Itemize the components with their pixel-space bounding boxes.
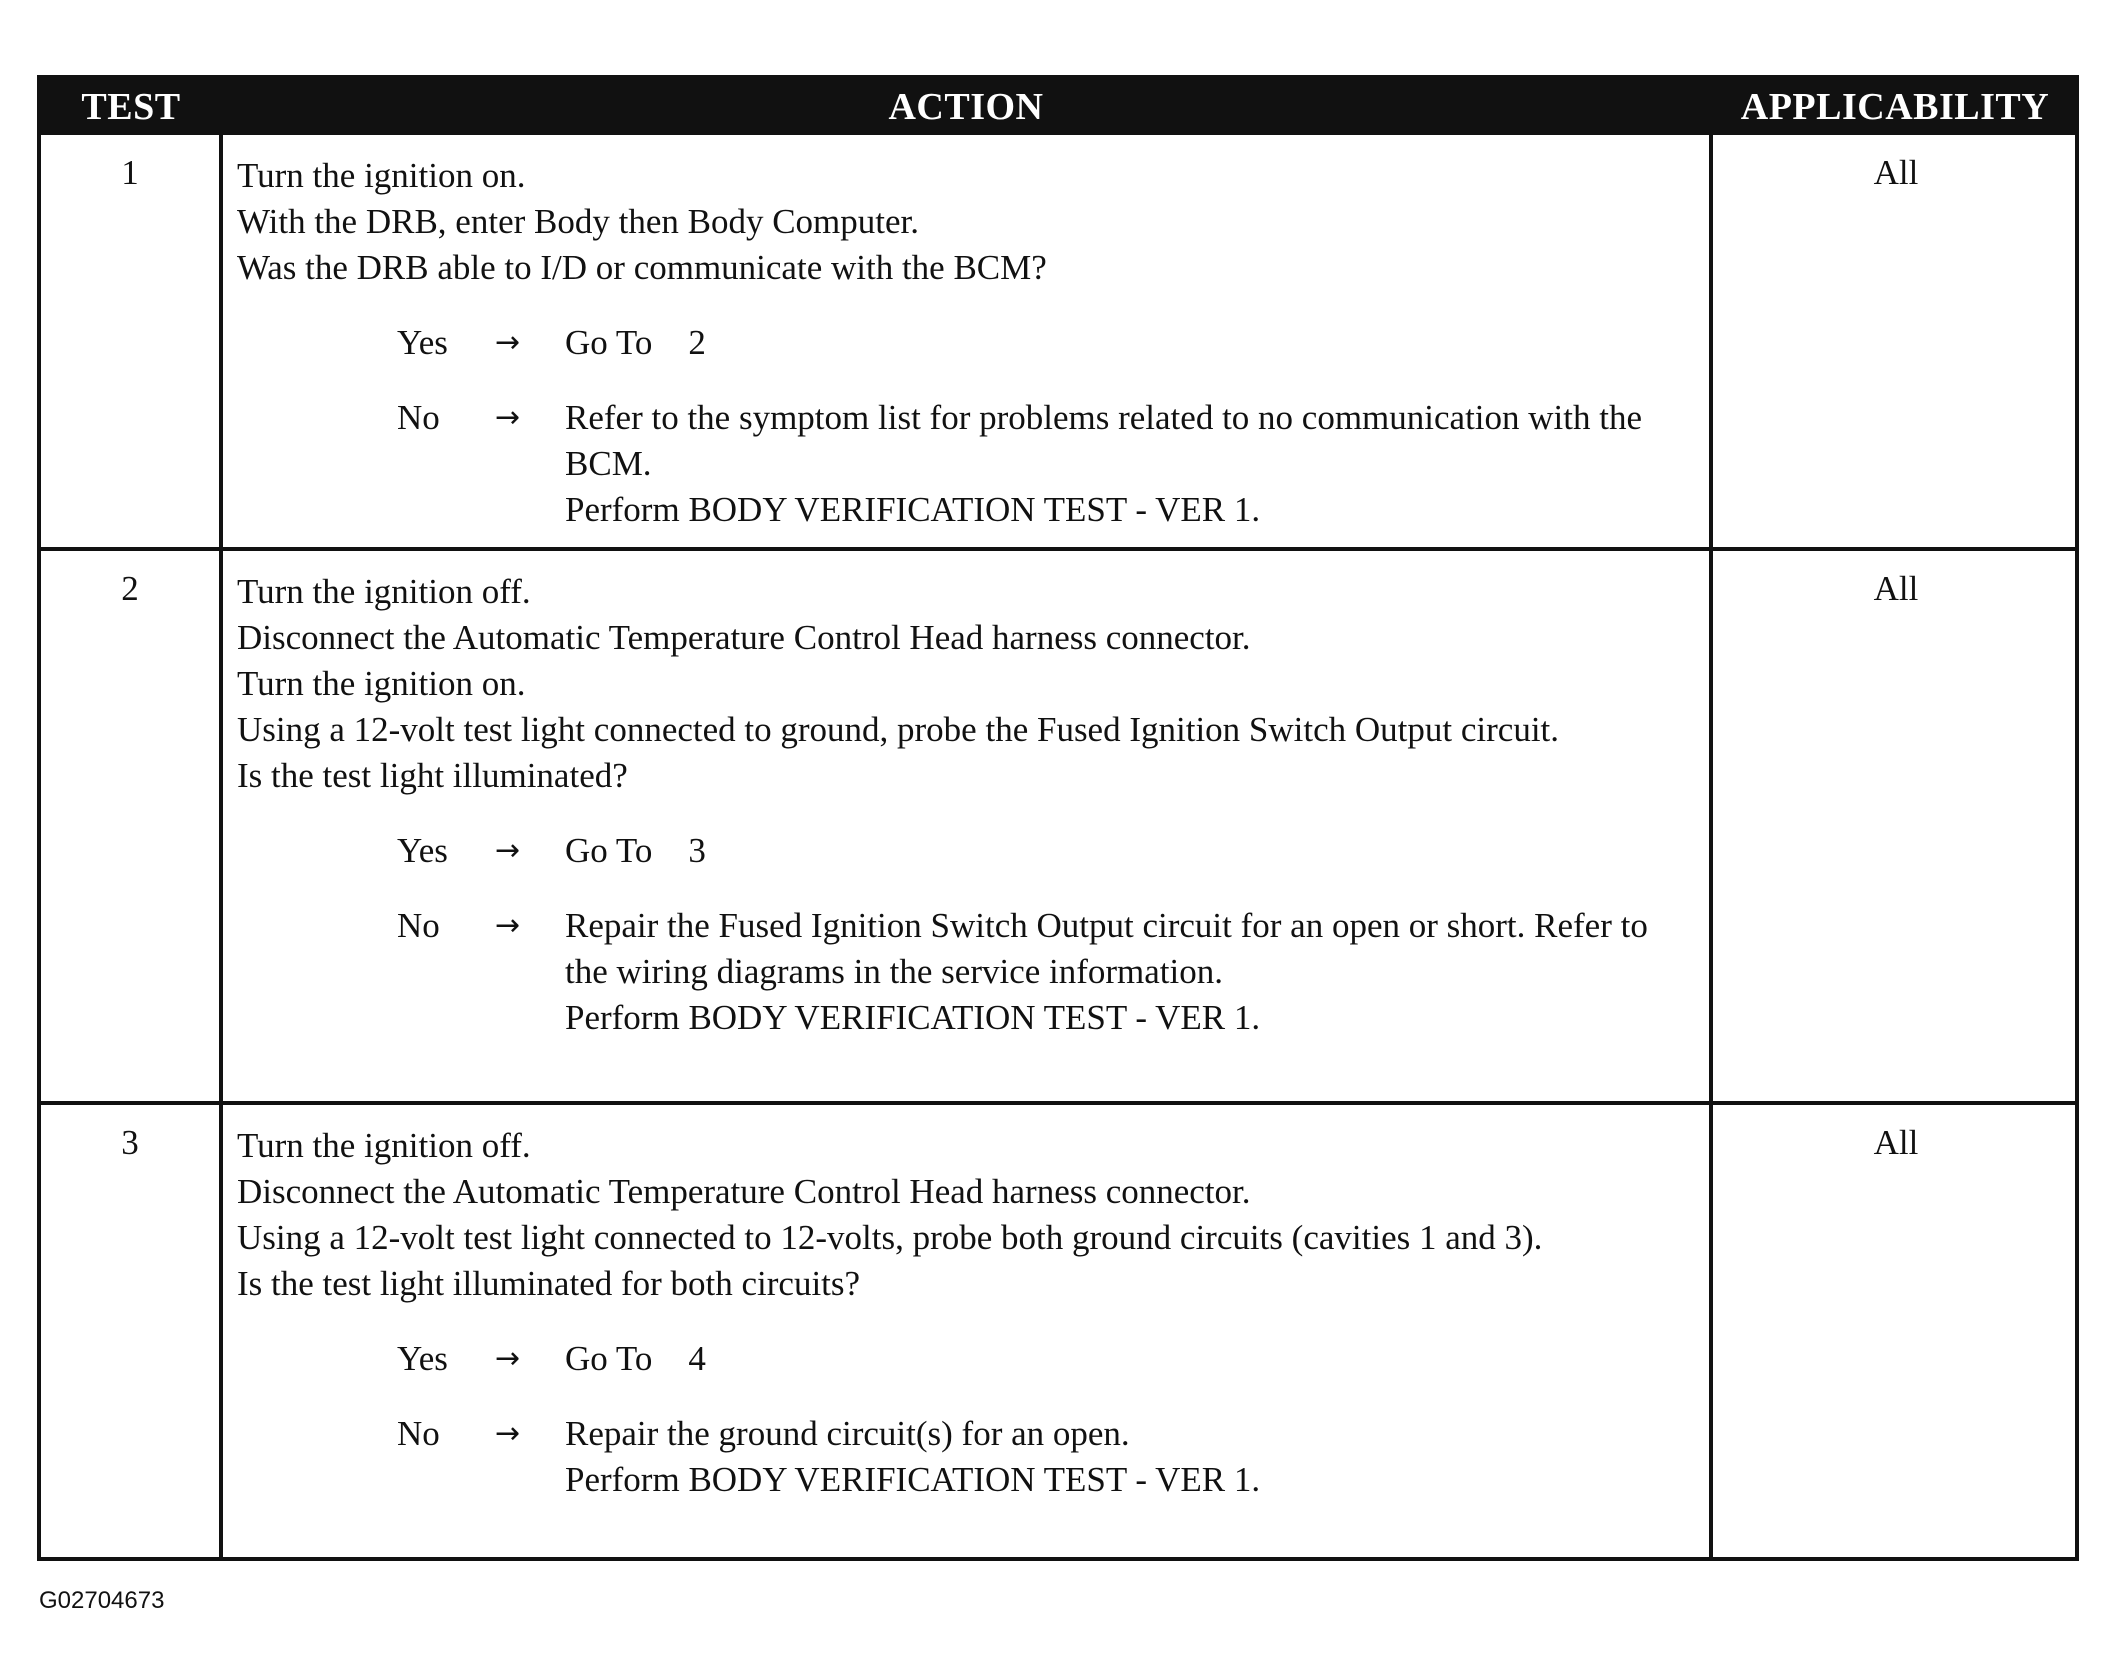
- no-result-text: Refer to the symptom list for problems related to no communication with the BCM.: [565, 398, 1643, 483]
- perform-instruction: Perform BODY VERIFICATION TEST - VER 1.: [565, 490, 1261, 529]
- header-action: ACTION: [888, 86, 1044, 128]
- yes-branch: [237, 1336, 1695, 1382]
- action-step: Was the DRB able to I/D or communicate with the BCM?: [237, 248, 1047, 287]
- table-row: [41, 551, 2075, 1101]
- header-applicability: APPLICABILITY: [1740, 86, 2050, 128]
- yes-label: Yes: [397, 831, 448, 870]
- diagnostic-test-table: [37, 75, 2079, 1561]
- test-number: 2: [121, 569, 139, 608]
- yes-label: Yes: [397, 1339, 448, 1378]
- action-step: Is the test light illuminated?: [237, 756, 628, 795]
- yes-result: [565, 828, 1695, 874]
- goto-test-number: 2: [688, 323, 706, 362]
- no-branch: [237, 903, 1695, 1041]
- no-result-text: Repair the ground circuit(s) for an open.: [565, 1414, 1130, 1453]
- no-result: [565, 903, 1695, 1041]
- arrow-right-icon: →: [495, 908, 521, 943]
- arrow-right-icon: →: [495, 833, 521, 868]
- action-step: Using a 12-volt test light connected to ground, probe the Fused Ignition Switch Output circuit.: [237, 710, 1560, 749]
- action-step: Turn the ignition off.: [237, 1126, 531, 1165]
- action-cell: [237, 569, 1695, 1041]
- figure-id: G02704673: [39, 1587, 165, 1614]
- no-label: No: [397, 398, 440, 437]
- action-step: Turn the ignition off.: [237, 572, 531, 611]
- test-number: 3: [121, 1123, 139, 1162]
- yes-branch: [237, 828, 1695, 874]
- no-label: No: [397, 906, 440, 945]
- applicability-value: All: [1873, 569, 1919, 608]
- header-test: TEST: [81, 86, 181, 128]
- no-result-text: Repair the Fused Ignition Switch Output circuit for an open or short. Refer to the wiring diagrams in the service information.: [565, 906, 1648, 991]
- perform-instruction: Perform BODY VERIFICATION TEST - VER 1.: [565, 1460, 1261, 1499]
- yes-result: [565, 320, 1695, 366]
- arrow-right-icon: →: [495, 1416, 521, 1451]
- action-cell: [237, 1123, 1695, 1503]
- no-result: [565, 1411, 1695, 1503]
- goto-test-number: 4: [688, 1339, 706, 1378]
- action-step: Turn the ignition on.: [237, 664, 526, 703]
- applicability-value: All: [1873, 153, 1919, 192]
- table-header: [41, 79, 2075, 135]
- action-step: With the DRB, enter Body then Body Computer.: [237, 202, 920, 241]
- goto-test-number: 3: [688, 831, 706, 870]
- test-number: 1: [121, 153, 139, 192]
- action-step: Turn the ignition on.: [237, 156, 526, 195]
- action-cell: [237, 153, 1695, 533]
- yes-result: [565, 1336, 1695, 1382]
- action-step: Is the test light illuminated for both circuits?: [237, 1264, 861, 1303]
- no-branch: [237, 395, 1695, 533]
- yes-branch: [237, 320, 1695, 366]
- table-row: [41, 135, 2075, 547]
- perform-instruction: Perform BODY VERIFICATION TEST - VER 1.: [565, 998, 1261, 1037]
- no-result: [565, 395, 1695, 533]
- no-branch: [237, 1411, 1695, 1503]
- goto-label: Go To: [565, 831, 653, 870]
- no-label: No: [397, 1414, 440, 1453]
- goto-label: Go To: [565, 323, 653, 362]
- arrow-right-icon: →: [495, 1341, 521, 1376]
- action-step: Disconnect the Automatic Temperature Control Head harness connector.: [237, 618, 1251, 657]
- arrow-right-icon: →: [495, 325, 521, 360]
- action-step: Disconnect the Automatic Temperature Control Head harness connector.: [237, 1172, 1251, 1211]
- yes-label: Yes: [397, 323, 448, 362]
- applicability-value: All: [1873, 1123, 1919, 1162]
- arrow-right-icon: →: [495, 400, 521, 435]
- table-row: [41, 1105, 2075, 1561]
- goto-label: Go To: [565, 1339, 653, 1378]
- action-step: Using a 12-volt test light connected to 12-volts, probe both ground circuits (cavities 1 and 3).: [237, 1218, 1543, 1257]
